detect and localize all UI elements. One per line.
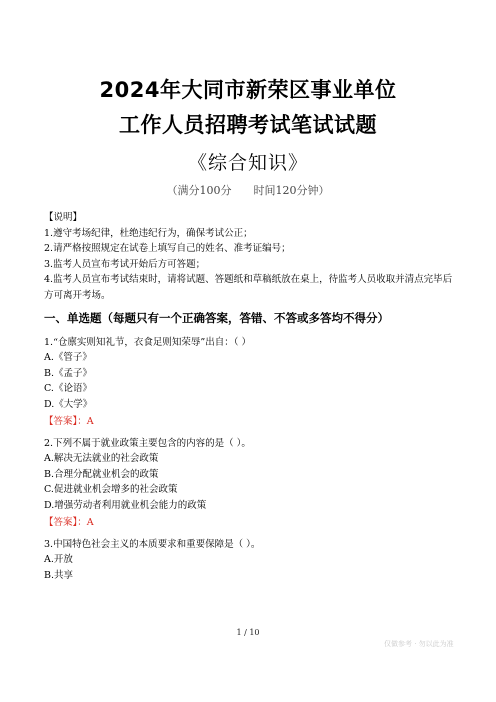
question-option: B.合理分配就业机会的政策	[44, 468, 159, 480]
question-stem: 1.“仓廪实则知礼节，衣食足则知荣辱”出自：（ ）	[44, 336, 252, 348]
question-option: D.增强劳动者利用就业机会能力的政策	[44, 499, 207, 511]
section-title: 一、单选题（每题只有一个正确答案，答错、不答或多答均不得分）	[44, 311, 389, 325]
question-option: C.促进就业机会增多的社会政策	[44, 484, 178, 495]
question-option: A.开放	[44, 554, 73, 565]
exam-body	[44, 210, 454, 583]
answer-label: 【答案】：A	[44, 416, 94, 427]
note-item: 4.监考人员宣布考试结束时，请将试题、答题纸和草稿纸放在桌上，待监考人员收取并清点完毕后方可离开考场。	[44, 274, 453, 301]
exam-score-time: （满分100分 时间120分钟）	[166, 184, 330, 197]
page-number: 1 / 10	[236, 628, 260, 637]
notes-heading: 【说明】	[44, 212, 83, 223]
question-stem: 2.下列不属于就业政策主要包含的内容的是（ ）。	[44, 437, 251, 449]
question-option: C.《论语》	[44, 383, 92, 394]
question-stem: 3.中国特色社会主义的本质要求和重要保障是（ ）。	[44, 538, 261, 550]
note-item: 2.请严格按照规定在试卷上填写自己的姓名、准考证编号；	[44, 243, 291, 254]
question-option: D.《大学》	[44, 398, 93, 410]
note-item: 1.遵守考场纪律，杜绝违纪行为，确保考试公正；	[44, 227, 253, 239]
answer-label: 【答案】：A	[44, 517, 94, 528]
question-option: A.《管子》	[44, 352, 92, 363]
watermark-text: 仅做参考 · 勿以此为准	[384, 640, 454, 648]
note-item: 3.监考人员宣布考试开始后方可答题；	[44, 258, 206, 270]
question-option: A.解决无法就业的社会政策	[44, 453, 159, 464]
question-option: B.共享	[44, 569, 74, 581]
exam-title-line2: 工作人员招聘考试笔试试题	[119, 113, 377, 137]
exam-subject: 《综合知识》	[187, 152, 308, 174]
exam-title-line1: 2024年大同市新荣区事业单位	[99, 78, 397, 102]
question-option: B.《孟子》	[44, 367, 93, 379]
